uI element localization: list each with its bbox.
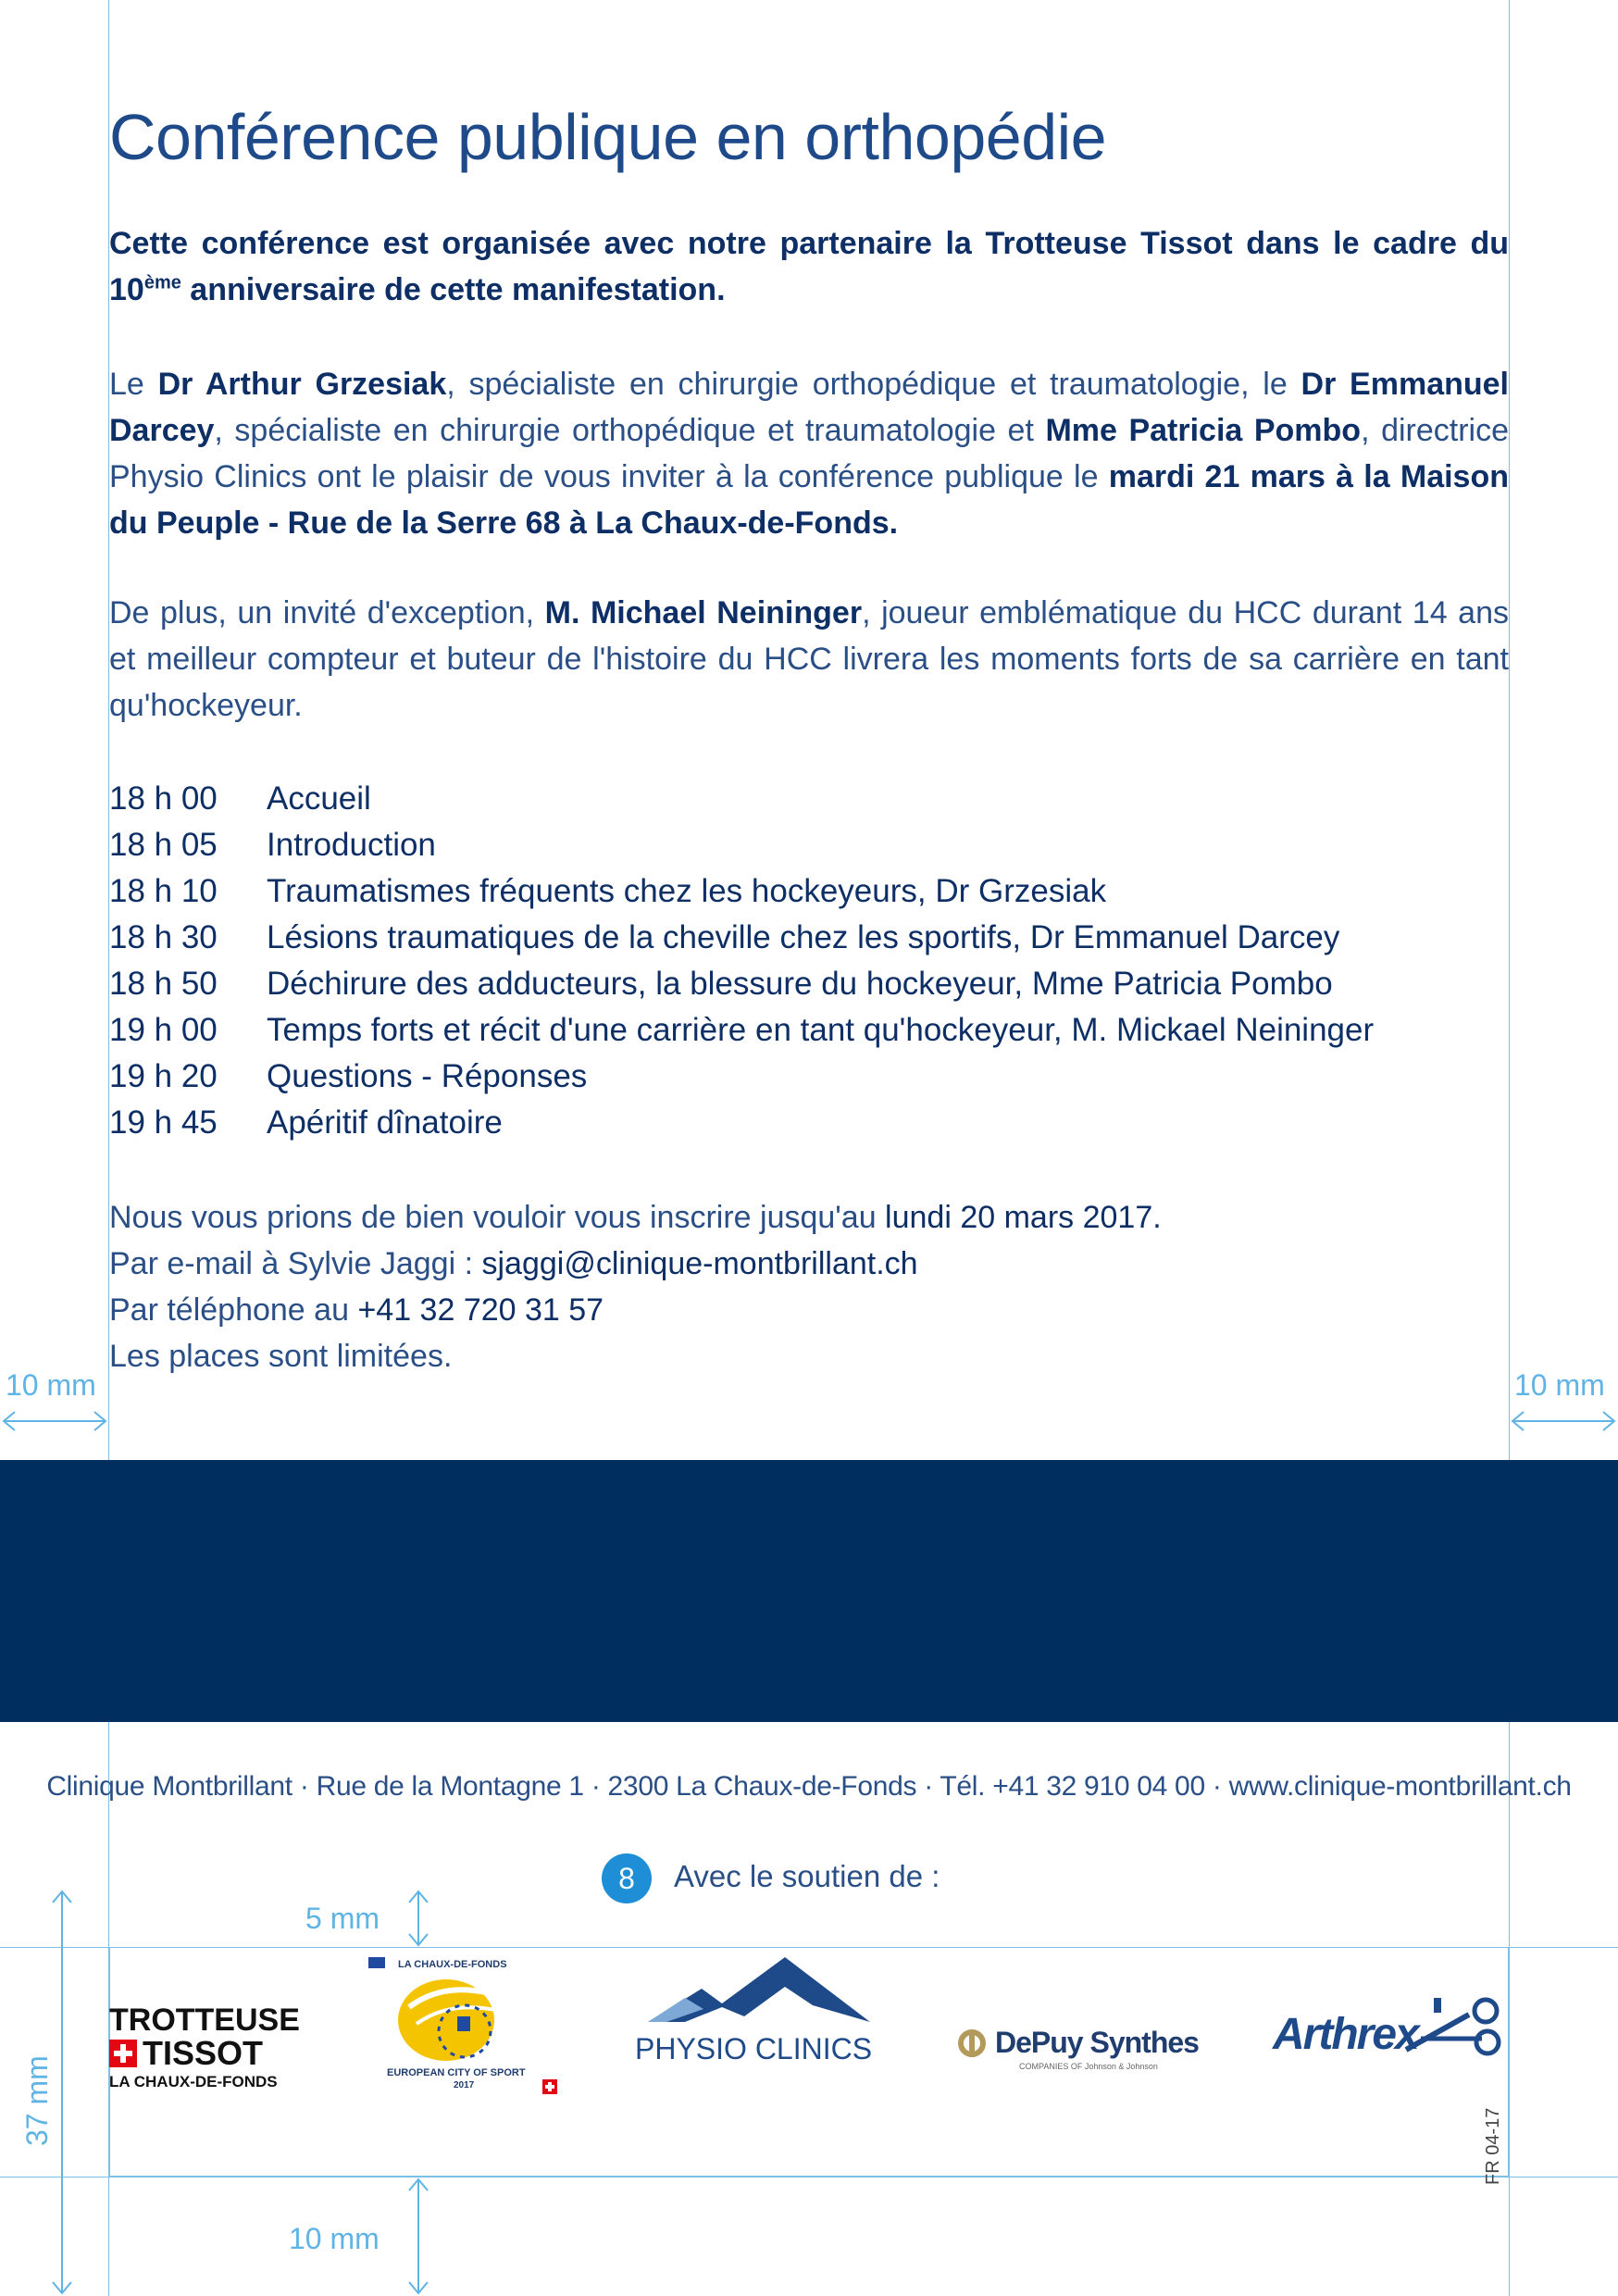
arrow-left-icon	[0, 1407, 109, 1435]
email-link[interactable]: sjaggi@clinique-montbrillant.ch	[481, 1246, 918, 1281]
support-label: Avec le soutien de :	[674, 1859, 940, 1893]
programme-label: Traumatismes fréquents chez les hockeyeurs, Dr Grzesiak	[267, 873, 1107, 909]
trotteuse-line3: LA CHAUX-DE-FONDS	[109, 2073, 278, 2090]
email-text: Par e-mail à Sylvie Jaggi :	[109, 1246, 482, 1281]
programme-time: 18 h 00	[109, 780, 218, 817]
tissot-text: TISSOT	[143, 2034, 264, 2072]
guest-paragraph	[109, 590, 1509, 729]
document-code: FR 04-17	[1483, 2107, 1503, 2185]
ecs-title-text: EUROPEAN CITY OF SPORT	[387, 2067, 526, 2078]
depuy-synthes-logo	[958, 2026, 1217, 2090]
swiss-cross-icon	[109, 2040, 137, 2067]
navy-band	[0, 1460, 1618, 1722]
intro-paragraph	[109, 220, 1509, 313]
programme-time: 18 h 05	[109, 827, 218, 863]
depuy-emblem-icon	[958, 2029, 986, 2057]
guest-text: , joueur emblématique du HCC durant 14 ans et meilleur compteur et buteur de l'histoire du HCC livrera les moments forts de sa carrière en tant qu'hockeyeur.	[109, 595, 1509, 723]
ecs-city-text: LA CHAUX-DE-FONDS	[398, 1959, 507, 1970]
programme-time: 19 h 00	[109, 1012, 218, 1048]
programme-label: Accueil	[267, 780, 371, 817]
programme-row	[109, 868, 1374, 915]
limited-places: Les places sont limitées.	[109, 1339, 453, 1374]
speakers-text: Le	[109, 367, 158, 402]
programme-row	[109, 1054, 1374, 1100]
eu-flag-icon	[368, 1957, 385, 1968]
speakers-text: , spécialiste en chirurgie orthopédique et traumatologie et	[214, 413, 1046, 448]
speaker-grzesiak: Dr Arthur Grzesiak	[157, 367, 447, 402]
page-number-badge: 8	[602, 1853, 652, 1903]
european-city-of-sport-logo	[361, 1952, 574, 2100]
programme-time: 18 h 30	[109, 919, 218, 955]
programme-label: Temps forts et récit d'une carrière en tant qu'hockeyeur, M. Mickael Neininger	[267, 1012, 1375, 1048]
intro-text-2: anniversaire de cette manifestation.	[180, 272, 726, 307]
arrow-bottom-gap-icon	[404, 2177, 432, 2296]
programme-time: 19 h 20	[109, 1058, 218, 1094]
programme-time: 18 h 10	[109, 873, 218, 909]
phone-text: Par téléphone au	[109, 1292, 358, 1328]
dim-right-margin: 10 mm	[1514, 1368, 1605, 1402]
speakers-paragraph	[109, 361, 1509, 546]
arrow-right-icon	[1509, 1407, 1618, 1435]
programme-label: Lésions traumatiques de la cheville chez les sportifs, Dr Emmanuel Darcey	[267, 919, 1340, 955]
programme-label: Déchirure des adducteurs, la blessure du hockeyeur, Mme Patricia Pombo	[267, 966, 1333, 1002]
page-title: Conférence publique en orthopédie	[109, 101, 1107, 173]
registration-text: Nous vous prions de bien vouloir vous inscrire jusqu'au	[109, 1200, 886, 1235]
programme-label: Apéritif dînatoire	[267, 1104, 503, 1141]
physio-clinics-text: PHYSIO CLINICS	[635, 2032, 873, 2065]
intro-sup: ème	[143, 272, 181, 293]
speakers-text: , directrice Physio Clinics ont le plaisir de vous inviter à la conférence publique le	[109, 413, 1509, 494]
speaker-pombo: Mme Patricia Pombo	[1045, 413, 1362, 448]
arthrex-text: Arthrex	[1273, 2010, 1418, 2059]
registration-deadline: lundi 20 mars 2017.	[885, 1200, 1162, 1235]
programme-row	[109, 776, 1374, 822]
programme-time: 19 h 45	[109, 1104, 218, 1141]
programme-row	[109, 961, 1374, 1007]
registration-info	[109, 1194, 1162, 1379]
dim-top-gap: 5 mm	[305, 1902, 380, 1935]
tissot-row	[109, 2036, 313, 2071]
arrow-top-gap-icon	[404, 1889, 432, 1948]
physio-clinics-logo	[629, 1952, 907, 2072]
programme-row	[109, 915, 1374, 961]
depuy-row	[958, 2026, 1217, 2060]
programme-label: Questions - Réponses	[267, 1058, 588, 1094]
intro-text-1: Cette conférence est organisée avec notre partenaire la Trotteuse Tissot dans le cadre du 10	[109, 226, 1509, 307]
trotteuse-line1: TROTTEUSE	[109, 2003, 300, 2038]
programme-list	[109, 776, 1374, 1146]
dim-height: 37 mm	[20, 2055, 54, 2146]
programme-row	[109, 822, 1374, 868]
guide-right	[1509, 0, 1510, 2296]
guest-text: De plus, un invité d'exception,	[109, 595, 545, 630]
speaker-darcey: Dr Emmanuel Darcey	[109, 367, 1510, 448]
arthrex-scissors-icon	[1402, 1989, 1504, 2063]
guest-name: M. Michael Neininger	[544, 595, 863, 630]
ecs-year-text: 2017	[454, 2080, 475, 2090]
trotteuse-tissot-logo	[109, 2004, 313, 2097]
programme-time: 18 h 50	[109, 966, 218, 1002]
programme-label: Introduction	[267, 827, 436, 863]
programme-row	[109, 1007, 1374, 1054]
programme-row	[109, 1100, 1374, 1146]
footer-address: Clinique Montbrillant · Rue de la Montagne 1 · 2300 La Chaux-de-Fonds · Tél. +41 32 910 04 00 · www.clinique-montbrillant.ch	[46, 1771, 1572, 1802]
depuy-text: DePuy Synthes	[995, 2026, 1199, 2059]
dim-bottom-gap: 10 mm	[289, 2222, 380, 2255]
event-date-place: mardi 21 mars à la Maison du Peuple - Rue de la Serre 68 à La Chaux-de-Fonds.	[109, 459, 1509, 541]
phone-link[interactable]: +41 32 720 31 57	[357, 1292, 604, 1328]
speakers-text: , spécialiste en chirurgie orthopédique et traumatologie, le	[446, 367, 1301, 402]
dim-left-margin: 10 mm	[6, 1368, 96, 1402]
depuy-subtitle: COMPANIES OF Johnson & Johnson	[1019, 2062, 1158, 2071]
